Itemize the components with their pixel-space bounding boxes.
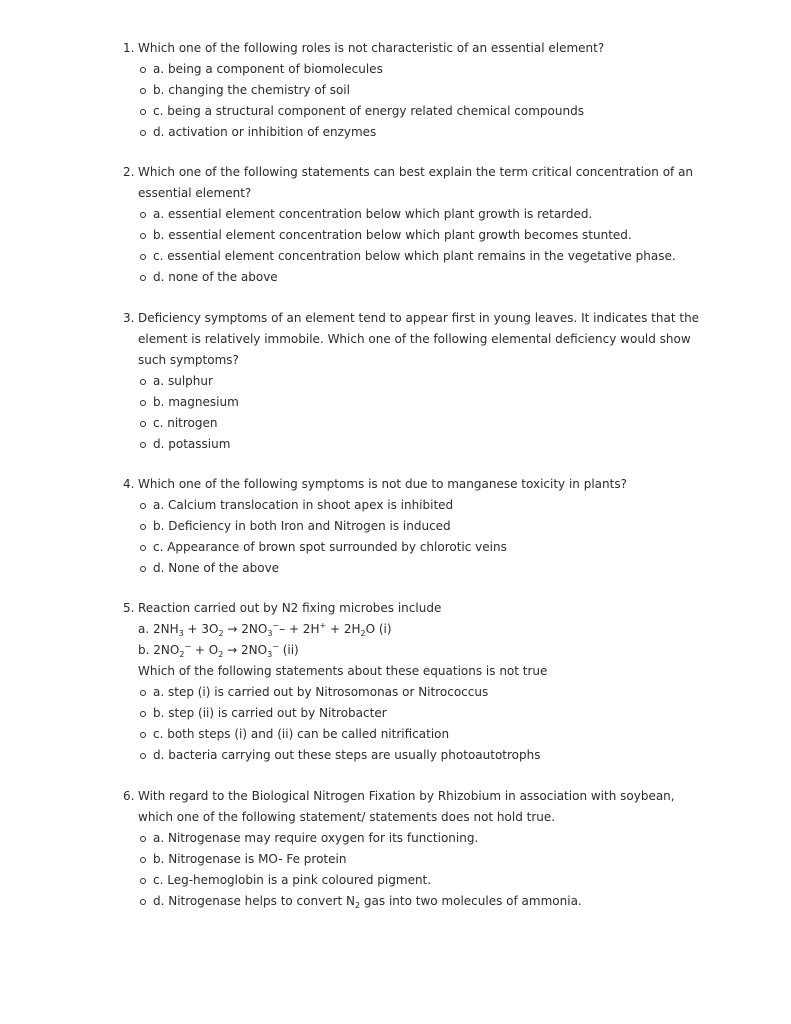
question-text: Which one of the following statements can best explain the term critical concentration of an — [138, 165, 694, 179]
option-b: b. Deficiency in both Iron and Nitrogen is induced — [153, 519, 451, 533]
bullet-icon — [140, 566, 146, 572]
option-d: d. None of the above — [153, 561, 280, 575]
question-text: Reaction carried out by N2 fixing microbes include — [138, 601, 442, 615]
option-a: a. sulphur — [153, 374, 213, 388]
equation-a: a. $2NH_3 + 3O_2 \to 2NO_3^-- + 2H^+ + 2H_2O$ (i) — [138, 621, 392, 638]
bullet-icon — [140, 67, 146, 73]
bullet-icon — [140, 442, 146, 448]
option-b: b. step (ii) is carried out by Nitrobacter — [153, 706, 387, 720]
bullet-icon — [140, 503, 146, 509]
bullet-icon — [140, 379, 146, 385]
option-c: c. essential element concentration below which plant remains in the vegetative phase. — [153, 249, 676, 263]
bullet-icon — [140, 524, 146, 530]
bullet-icon — [140, 254, 146, 260]
question-text: Which one of the following symptoms is not due to manganese toxicity in plants? — [138, 477, 627, 491]
bullet-icon — [140, 130, 146, 136]
option-a: a. step (i) is carried out by Nitrosomonas or Nitrococcus — [153, 685, 489, 699]
bullet-icon — [140, 212, 146, 218]
option-b: b. changing the chemistry of soil — [153, 83, 350, 97]
option-d: d. bacteria carrying out these steps are usually photoautotrophs — [153, 748, 541, 762]
bullet-icon — [140, 275, 146, 281]
option-c: c. Leg-hemoglobin is a pink coloured pigment. — [153, 873, 432, 887]
bullet-icon — [140, 545, 146, 551]
question-number: 2. — [123, 165, 135, 179]
question-text: Deficiency symptoms of an element tend to appear first in young leaves. It indicates that the — [138, 311, 700, 325]
option-d: d. potassium — [153, 437, 231, 451]
bullet-icon — [140, 400, 146, 406]
option-c: c. nitrogen — [153, 416, 218, 430]
bullet-icon — [140, 878, 146, 884]
bullet-icon — [140, 732, 146, 738]
option-a: a. being a component of biomolecules — [153, 62, 383, 76]
bullet-icon — [140, 711, 146, 717]
question-text: With regard to the Biological Nitrogen Fixation by Rhizobium in association with soybean, — [138, 789, 675, 803]
bullet-icon — [140, 690, 146, 696]
question-number: 4. — [123, 477, 135, 491]
option-a: a. Calcium translocation in shoot apex is inhibited — [153, 498, 454, 512]
bullet-icon — [140, 857, 146, 863]
option-b: b. essential element concentration below which plant growth becomes stunted. — [153, 228, 632, 242]
bullet-icon — [140, 899, 146, 905]
question-number: 5. — [123, 601, 135, 615]
bullet-icon — [140, 836, 146, 842]
bullet-icon — [140, 753, 146, 759]
option-d: d. activation or inhibition of enzymes — [153, 125, 377, 139]
option-d: d. none of the above — [153, 270, 278, 284]
question-number: 6. — [123, 789, 135, 803]
option-a: a. essential element concentration below which plant growth is retarded. — [153, 207, 593, 221]
option-d: d. Nitrogenase helps to convert $N_2$ gas into two molecules of ammonia. — [153, 894, 582, 910]
question-text: element is relatively immobile. Which one of the following elemental deficiency would show — [138, 332, 691, 346]
bullet-icon — [140, 109, 146, 115]
bullet-icon — [140, 421, 146, 427]
equation-b: b. $2NO_2^- + O_2 \to 2NO_3^-$ (ii) — [138, 642, 299, 659]
question-number: 3. — [123, 311, 135, 325]
question-number: 1. — [123, 41, 135, 55]
option-c: c. both steps (i) and (ii) can be called nitrification — [153, 727, 450, 741]
option-b: b. Nitrogenase is MO- Fe protein — [153, 852, 347, 866]
option-b: b. magnesium — [153, 395, 239, 409]
question-text: essential element? — [138, 186, 252, 200]
bullet-icon — [140, 233, 146, 239]
question-text: Which one of the following roles is not characteristic of an essential element? — [138, 41, 605, 55]
option-c: c. being a structural component of energy related chemical compounds — [153, 104, 584, 118]
option-a: a. Nitrogenase may require oxygen for its functioning. — [153, 831, 479, 845]
option-c: c. Appearance of brown spot surrounded by chlorotic veins — [153, 540, 507, 554]
question-text: Which of the following statements about these equations is not true — [138, 664, 548, 678]
question-text: such symptoms? — [138, 353, 239, 367]
question-text: which one of the following statement/ statements does not hold true. — [138, 810, 556, 824]
bullet-icon — [140, 88, 146, 94]
